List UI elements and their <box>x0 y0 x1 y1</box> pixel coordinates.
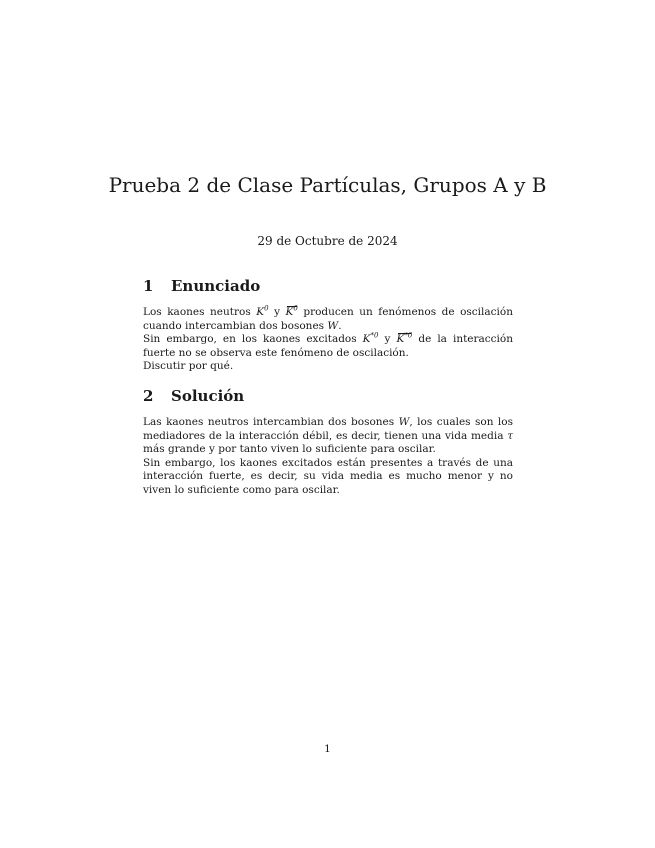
text-run: . <box>338 319 342 332</box>
math-symbol: K <box>256 306 265 318</box>
text-run: Sin embargo, en los kaones excitados <box>143 333 357 346</box>
math-kstar0-bar <box>397 333 413 347</box>
math-k0 <box>256 306 268 318</box>
math-tau: τ <box>507 429 513 442</box>
text-run: , los cuales son los mediadores de la interacción débil, es decir, tienen una vida media <box>143 416 513 442</box>
math-kstar0 <box>363 333 379 345</box>
math-superscript: 0 <box>264 304 269 313</box>
math-symbol: K <box>285 306 294 318</box>
math-w: W <box>398 416 410 428</box>
math-w: W <box>327 319 339 332</box>
text-run: Los kaones neutros <box>143 306 251 318</box>
math-k0-bar <box>286 306 298 320</box>
paragraph: Sin embargo, los kaones excitados están presentes a través de una interacción fuerte, es decir, su vida media es mucho menor y no viven lo suficiente como para oscilar. <box>143 456 513 496</box>
section-heading-solucion <box>143 386 513 406</box>
page-number: 1 <box>324 743 331 755</box>
section-title: Solución <box>171 387 245 405</box>
text-run: de la interacción fuerte no se observa este fenómeno de oscilación. <box>143 333 513 359</box>
text-run: y <box>384 333 391 346</box>
text-run: Las kaones neutros intercambian dos bosones <box>143 416 395 428</box>
section-heading-enunciado <box>143 276 513 296</box>
section-title: Enunciado <box>171 277 261 295</box>
document-title: Prueba 2 de Clase Partículas, Grupos A y B <box>108 173 547 197</box>
math-superscript: *0 <box>370 331 379 340</box>
math-superscript: 0 <box>293 304 298 313</box>
paragraph: Discutir por qué. <box>143 360 234 373</box>
paragraph <box>143 333 513 360</box>
paragraph <box>143 416 513 457</box>
section-solucion <box>143 386 513 498</box>
paragraph <box>143 306 513 333</box>
document-date: 29 de Octubre de 2024 <box>257 234 398 248</box>
math-symbol: K <box>362 333 371 346</box>
text-run: y <box>274 306 280 318</box>
text-run: más grande y por tanto viven lo suficiente para oscilar. <box>143 443 436 456</box>
text-run: producen un fenómenos de oscilación cuando intercambian dos bosones <box>143 306 513 332</box>
section-number: 2 <box>143 387 154 405</box>
math-superscript: *0 <box>404 331 413 340</box>
section-number: 1 <box>143 277 154 295</box>
section-enunciado <box>143 276 513 374</box>
math-symbol: K <box>396 333 405 346</box>
